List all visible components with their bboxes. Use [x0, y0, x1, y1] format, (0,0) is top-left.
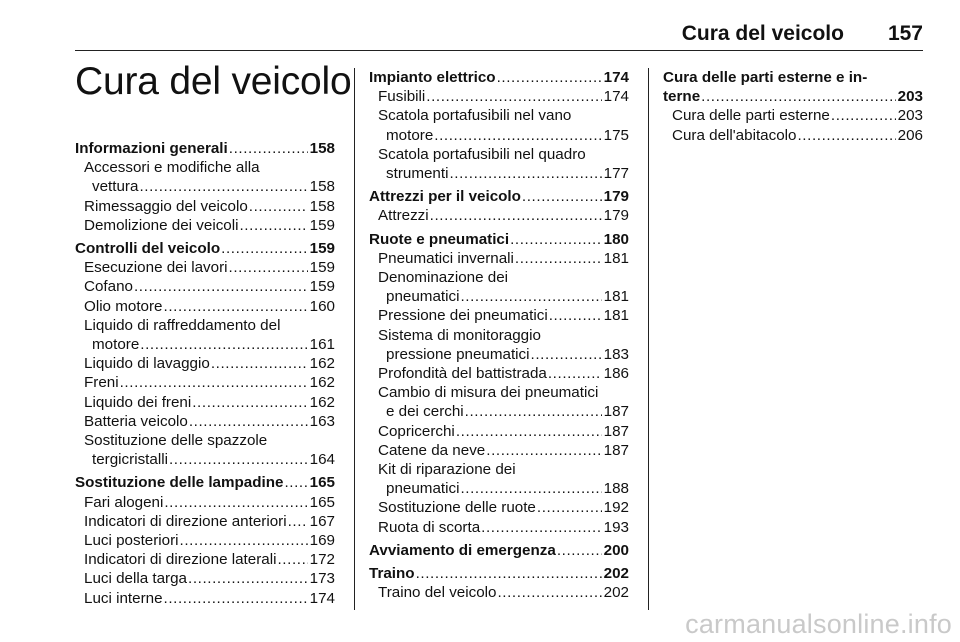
toc-entry-lead: Scatola portafusibili nel quadro: [378, 145, 586, 163]
toc-entry[interactable]: Indicatori di direzione laterali ..... 172: [75, 550, 335, 569]
toc-entry[interactable]: Indicatori di direzione anteriori ..... 167: [75, 512, 335, 531]
header-rule: [75, 50, 923, 51]
column-divider: [648, 68, 649, 610]
toc-section[interactable]: Impianto elettrico ..... 174: [369, 68, 629, 87]
running-header: [0, 22, 923, 50]
toc-entry-lead: Liquido di raffreddamento del: [84, 316, 281, 334]
toc-entry[interactable]: Sostituzione delle ruote ..... 192: [369, 498, 629, 517]
toc-entry[interactable]: vettura ..... 158: [75, 177, 335, 196]
toc-entry[interactable]: Liquido dei freni ..... 162: [75, 393, 335, 412]
toc-section[interactable]: Traino ..... 202: [369, 564, 629, 583]
toc-entry[interactable]: Luci interne ..... 174: [75, 589, 335, 608]
toc-entry-lead: Accessori e modifiche alla: [84, 159, 260, 177]
toc-entry[interactable]: Ruota di scorta ..... 193: [369, 518, 629, 537]
toc-entry[interactable]: pressione pneumatici ..... 183: [369, 345, 629, 364]
toc-entry[interactable]: Cofano ..... 159: [75, 277, 335, 296]
toc-entry-lead: Cambio di misura dei pneumatici: [378, 384, 599, 402]
toc-column-2: [369, 68, 629, 602]
toc-entry[interactable]: Fari alogeni ..... 165: [75, 493, 335, 512]
toc-entry[interactable]: e dei cerchi ..... 187: [369, 402, 629, 421]
chapter-title: Cura del veicolo: [75, 60, 352, 103]
toc-entry-lead: Kit di riparazione dei: [378, 461, 516, 479]
toc-entry[interactable]: Luci posteriori ..... 169: [75, 531, 335, 550]
toc-entry[interactable]: motore ..... 161: [75, 335, 335, 354]
toc-entry-lead: Scatola portafusibili nel vano: [378, 107, 572, 125]
toc-entry[interactable]: Profondità del battistrada ..... 186: [369, 364, 629, 383]
toc-entry[interactable]: Luci della targa ..... 173: [75, 569, 335, 588]
toc-entry[interactable]: Olio motore ..... 160: [75, 297, 335, 316]
toc-entry[interactable]: motore ..... 175: [369, 126, 629, 145]
toc-entry[interactable]: Pressione dei pneumatici ..... 181: [369, 306, 629, 325]
toc-entry[interactable]: tergicristalli ..... 164: [75, 450, 335, 469]
toc-entry[interactable]: Rimessaggio del veicolo ..... 158: [75, 197, 335, 216]
toc-entry[interactable]: Fusibili ..... 174: [369, 87, 629, 106]
toc-section[interactable]: Ruote e pneumatici ..... 180: [369, 230, 629, 249]
running-header-title: Cura del veicolo: [681, 22, 844, 45]
toc-entry[interactable]: Esecuzione dei lavori ..... 159: [75, 258, 335, 277]
toc-entry[interactable]: Pneumatici invernali ..... 181: [369, 249, 629, 268]
toc-section[interactable]: Controlli del veicolo ..... 159: [75, 239, 335, 258]
toc-column-1: [75, 139, 335, 608]
toc-column-3: [663, 68, 923, 145]
toc-entry[interactable]: Attrezzi ..... 179: [369, 206, 629, 225]
toc-entry[interactable]: Demolizione dei veicoli ..... 159: [75, 216, 335, 235]
toc-entry-lead: Sistema di monitoraggio: [378, 326, 541, 344]
toc-entry[interactable]: Cura dell'abitacolo ..... 206: [663, 126, 923, 145]
toc-section-lead: Cura delle parti esterne e in-: [663, 69, 868, 86]
toc-entry[interactable]: Batteria veicolo ..... 163: [75, 412, 335, 431]
toc-entry[interactable]: Catene da neve ..... 187: [369, 441, 629, 460]
toc-entry[interactable]: Liquido di lavaggio ..... 162: [75, 354, 335, 373]
watermark: carmanualsonline.info: [685, 609, 952, 639]
toc-entry-lead: Sostituzione delle spazzole: [84, 432, 268, 450]
toc-entry[interactable]: Freni ..... 162: [75, 373, 335, 392]
toc-entry[interactable]: Copricerchi ..... 187: [369, 422, 629, 441]
column-divider: [354, 68, 355, 610]
toc-entry[interactable]: pneumatici ..... 188: [369, 479, 629, 498]
toc-entry[interactable]: pneumatici ..... 181: [369, 287, 629, 306]
toc-entry[interactable]: strumenti ..... 177: [369, 164, 629, 183]
toc-section[interactable]: Avviamento di emergenza ..... 200: [369, 541, 629, 560]
toc-entry[interactable]: Traino del veicolo ..... 202: [369, 583, 629, 602]
toc-section[interactable]: terne ..... 203: [663, 87, 923, 106]
toc-section[interactable]: Sostituzione delle lampadine ..... 165: [75, 473, 335, 492]
toc-section[interactable]: Attrezzi per il veicolo ..... 179: [369, 187, 629, 206]
page-number: 157: [887, 22, 923, 45]
toc-entry-lead: Denominazione dei: [378, 269, 509, 287]
toc-entry[interactable]: Cura delle parti esterne ..... 203: [663, 106, 923, 125]
toc-section[interactable]: Informazioni generali ..... 158: [75, 139, 335, 158]
